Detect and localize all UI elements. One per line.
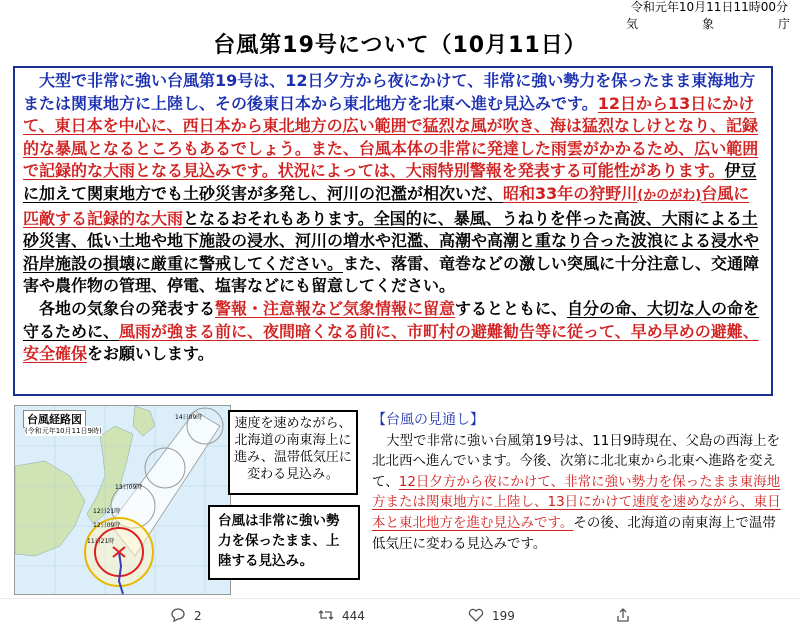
map-subtitle: (令和元年10月11日9時) <box>25 427 102 435</box>
tweet-action-bar <box>0 598 800 633</box>
reply-button[interactable] <box>170 599 202 633</box>
summary-box <box>13 66 773 396</box>
outlook-text-end: その後、北海道の南東海上で温帯低気圧に変わる見込みです。 <box>372 514 776 552</box>
agency-char: 象 <box>701 17 714 31</box>
summary-watch-info: 警報・注意報など気象情報に留意 <box>215 298 456 318</box>
typhoon-track-map <box>14 405 231 595</box>
summary-izu-kanto: 伊豆に加えて関東地方でも土砂災害が多発し、河川の氾濫が相次いだ、 <box>23 161 757 203</box>
like-count: 199 <box>492 609 515 623</box>
outlook-landfall-text: 12日夕方から夜にかけて、非常に強い勢力を保ったまま東海地方または関東地方に上陸し、13日にかけて速度を速めながら、東日本と東北地方を進む見込みです。 <box>372 473 781 531</box>
summary-evacuate: 風雨が強まる前に、夜間暗くなる前に、市町村の避難勧告等に従って、早め早めの避難、安全確保 <box>23 321 759 364</box>
map-time-label: 11日21時 <box>87 538 115 545</box>
outlook-heading: 【台風の見通し】 <box>372 412 484 428</box>
outlook-text: 大型で非常に強い台風第19号は、11日9時現在、父島の西海上を北北西へ進んでいます。今後、次第に北北東から北東へ進路を変えて、 <box>372 432 780 490</box>
issue-date: 令和元年10月11日11時00分 <box>630 0 788 14</box>
heart-icon <box>468 607 484 626</box>
map-time-label: 14日09時 <box>175 414 203 421</box>
summary-caution: また、落雷、竜巻などの激しい突風に十分注意し、交通障害や農作物の管理、停電、塩害などにも留意してください。 <box>23 253 760 296</box>
retweet-button[interactable] <box>318 599 365 633</box>
reply-count: 2 <box>194 609 202 623</box>
summary-record-rain: 台風に匹敵する記録的な大雨 <box>23 183 750 228</box>
retweet-count: 444 <box>342 609 365 623</box>
summary-kanogawa-reading: (かのがわ) <box>637 187 702 203</box>
share-icon <box>615 607 631 626</box>
map-time-label: 13日09時 <box>115 484 143 491</box>
outlook-body <box>372 431 782 555</box>
agency-char: 気 <box>626 17 639 31</box>
summary-kanogawa: 昭和33年の狩野川 <box>503 183 638 203</box>
reply-icon <box>170 607 186 626</box>
map-title: 台風経路図 <box>23 410 86 428</box>
map-time-label: 12日09時 <box>93 522 121 529</box>
outlook-section <box>372 410 782 554</box>
share-button[interactable] <box>615 599 631 633</box>
summary-landfall: 大型で非常に強い台風第19号は、12日夕方から夜にかけて、非常に強い勢力を保ったまま東海地方または関東地方に上陸し、その後東日本から東北地方を北東へ進む見込みです。 <box>23 71 756 113</box>
summary-protect-lives: 自分の命、大切な人の命を守るために、 <box>23 298 760 341</box>
summary-local-offices: 各地の気象台の発表する <box>23 298 216 318</box>
map-time-label: 12日21時 <box>93 508 121 515</box>
summary-and: するとともに、 <box>455 298 568 318</box>
retweet-icon <box>318 607 334 626</box>
page-title: 台風第19号について（10月11日） <box>213 33 587 58</box>
summary-nationwide-warning: 全国的に、暴風、うねりを伴った高波、大雨による土砂災害、低い土地や地下施設の浸水、河川の増水や氾濫、高潮や高潮と重なり合った波浪による浸水や沿岸施設の損壊に厳重に警戒してください。 <box>23 208 760 273</box>
callout-landfall: 台風は非常に強い勢力を保ったまま、上陸する見込み。 <box>208 505 360 580</box>
summary-risk: となるおそれもあります。 <box>183 208 374 228</box>
like-button[interactable] <box>468 599 515 633</box>
agency-char: 庁 <box>777 17 790 31</box>
summary-request: をお願いします。 <box>87 344 214 364</box>
summary-wind-rain-warning: 12日から13日にかけて、東日本を中心に、西日本から東北地方の広い範囲で猛烈な風が吹き、海は猛烈なしけとなり、記録的な暴風となるところもあるでしょう。また、台風本体の非常に発達した雨雲がかかるため、広い範囲で記録的な大雨となる見込みです。状況によっては、大雨特別警報を発表する可能性があります。 <box>23 93 759 181</box>
callout-extratropical: 速度を速めながら、北海道の南東海上に進み、温帯低気圧に変わる見込み。 <box>228 410 358 495</box>
